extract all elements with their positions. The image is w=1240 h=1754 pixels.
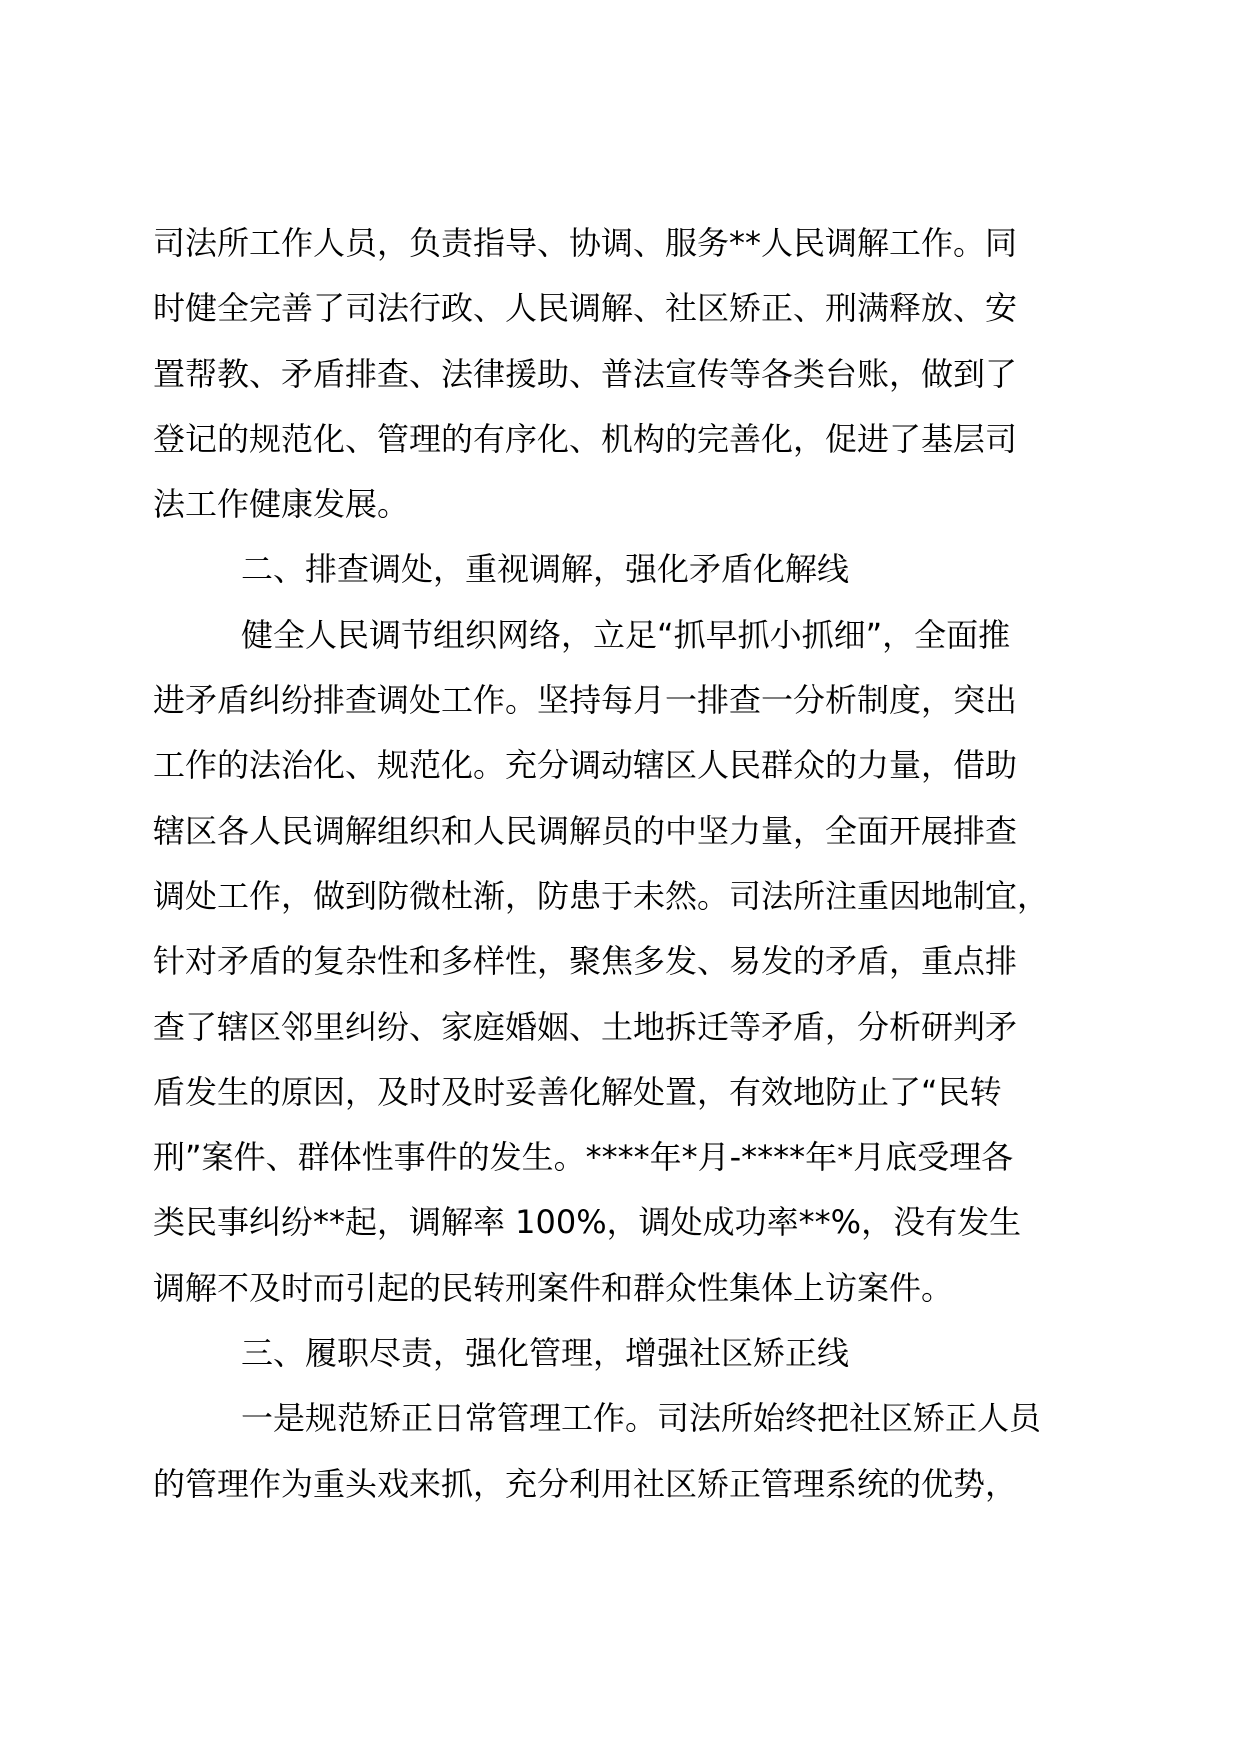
text-line: 查了辖区邻里纠纷、家庭婚姻、土地拆迁等矛盾，分析研判矛 [153, 1007, 1018, 1046]
text-line: 健全人民调节组织网络，立足“抓早抓小抓细”，全面推 [241, 615, 1011, 654]
text-line: 置帮教、矛盾排查、法律援助、普法宣传等各类台账，做到了 [153, 354, 1018, 393]
text-line: 盾发生的原因，及时及时妥善化解处置，有效地防止了“民转 [153, 1072, 1002, 1111]
document-body [153, 211, 1113, 1517]
text-line: 一是规范矫正日常管理工作。司法所始终把社区矫正人员 [241, 1399, 1042, 1438]
text-line: 时健全完善了司法行政、人民调解、社区矫正、刑满释放、安 [153, 289, 1018, 328]
section-heading: 二、排查调处，重视调解，强化矛盾化解线 [241, 550, 850, 589]
text-line: 工作的法治化、规范化。充分调动辖区人民群众的力量，借助 [153, 746, 1018, 785]
text-line: 类民事纠纷**起，调解率 100%，调处成功率**%，没有发生 [153, 1203, 1022, 1242]
text-line: 调解不及时而引起的民转刑案件和群众性集体上访案件。 [153, 1268, 954, 1307]
text-line: 的管理作为重头戏来抓，充分利用社区矫正管理系统的优势， [153, 1464, 1018, 1503]
text-line: 针对矛盾的复杂性和多样性，聚焦多发、易发的矛盾，重点排 [153, 942, 1018, 981]
text-line: 辖区各人民调解组织和人民调解员的中坚力量，全面开展排查 [153, 811, 1018, 850]
text-line: 登记的规范化、管理的有序化、机构的完善化，促进了基层司 [153, 419, 1018, 458]
text-line: 调处工作，做到防微杜渐，防患于未然。司法所注重因地制宜， [153, 876, 1050, 915]
section-heading: 三、履职尽责，强化管理，增强社区矫正线 [241, 1334, 850, 1373]
text-line: 司法所工作人员，负责指导、协调、服务**人民调解工作。同 [153, 224, 1018, 262]
text-line: 刑”案件、群体性事件的发生。****年*月-****年*月底受理各 [153, 1138, 1014, 1177]
text-line: 进矛盾纠纷排查调处工作。坚持每月一排查一分析制度，突出 [153, 681, 1018, 720]
text-line: 法工作健康发展。 [153, 485, 410, 524]
